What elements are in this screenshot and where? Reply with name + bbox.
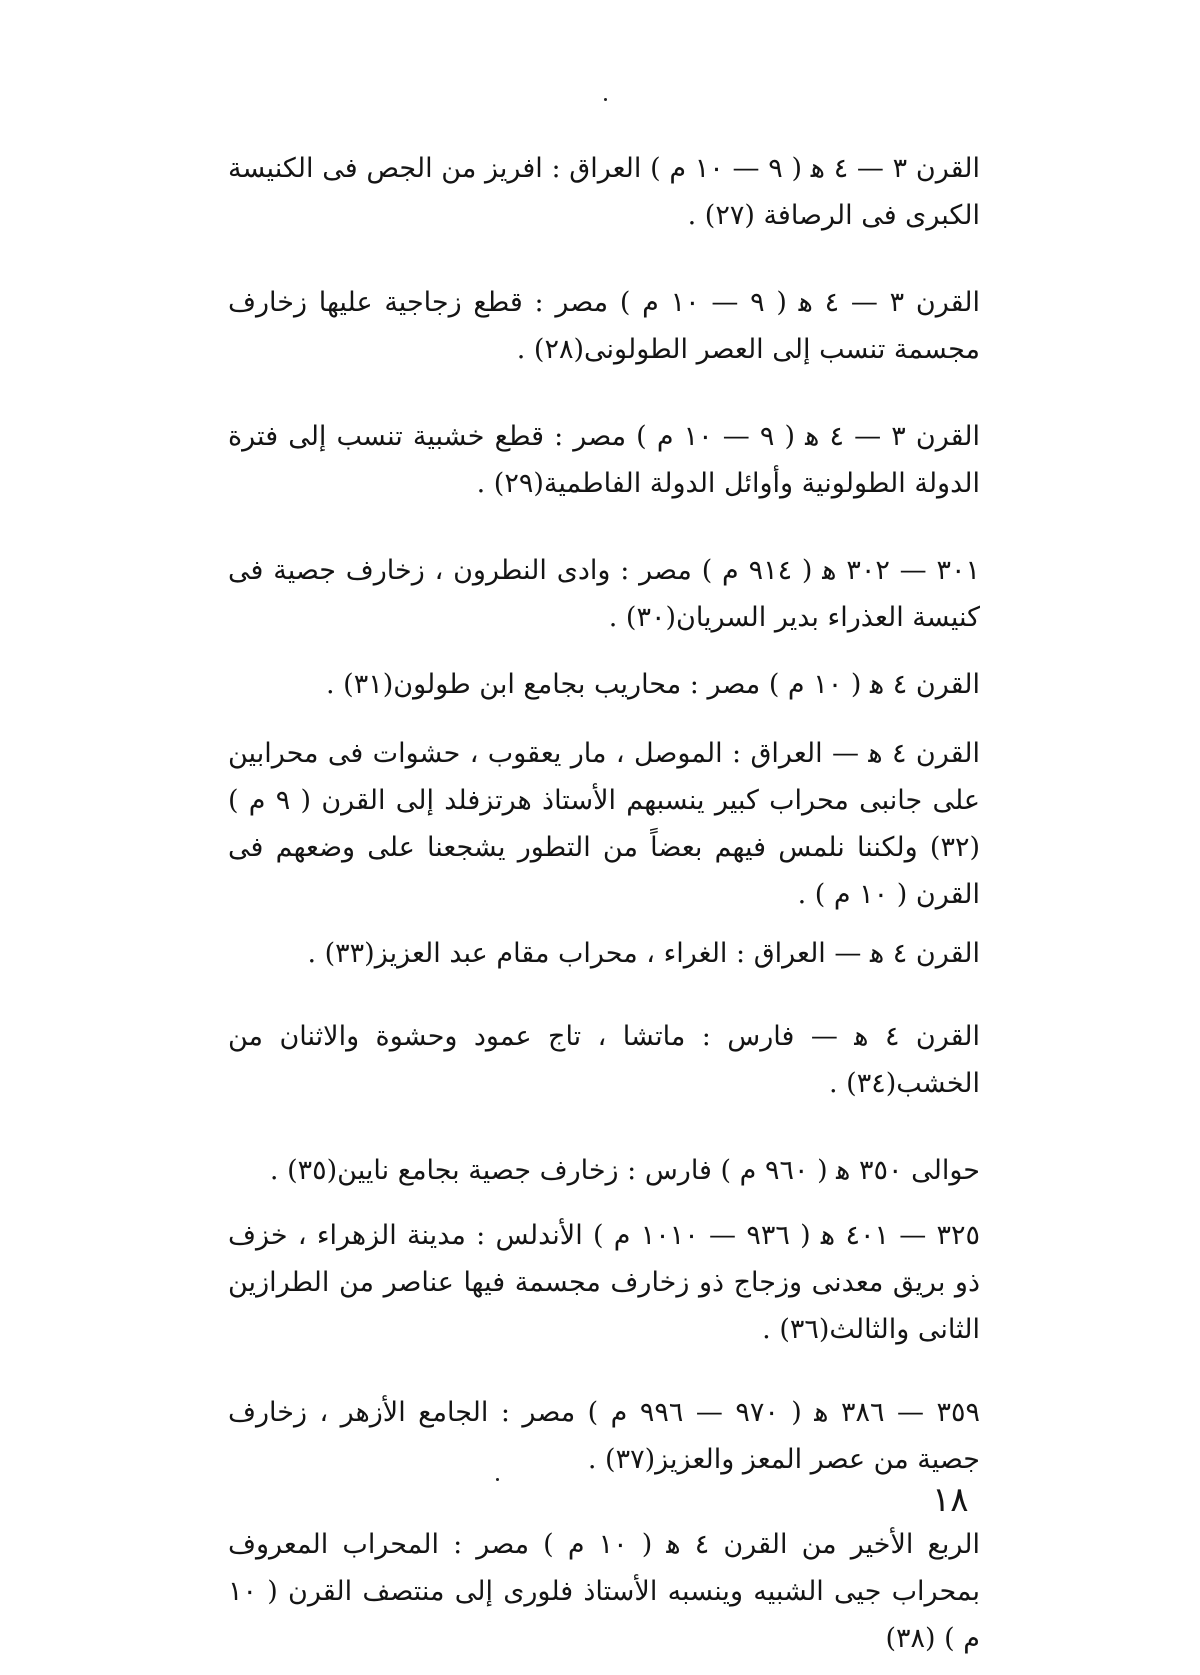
chronology-entry: ٣٢٥ — ٤٠١ ﻫ ( ٩٣٦ — ١٠١٠ م ) الأندلس : مدينة الزهراء ، خزف ذو بريق معدنى وزجاج ذو زخارف مجسمة فيها عناصر من الطرازين الثانى والثالث(٣٦) . bbox=[228, 1220, 981, 1345]
page-number: ١٨ bbox=[932, 1480, 969, 1520]
chronology-entry: ٣٥٩ — ٣٨٦ ﻫ ( ٩٧٠ — ٩٩٦ م ) مصر : الجامع الأزهر ، زخارف جصية من عصر المعز والعزيز(٣٧) . bbox=[228, 1397, 980, 1475]
chronology-entry: حوالى ٣٥٠ ﻫ ( ٩٦٠ م ) فارس : زخارف جصية بجامع نايين(٣٥) . bbox=[269, 1155, 980, 1186]
chronology-entry: القرن ٤ ﻫ — العراق : الغراء ، محراب مقام عبد العزيز(٣٣) . bbox=[307, 938, 980, 969]
chronology-entry: القرن ٣ — ٤ ﻫ ( ٩ — ١٠ م ) مصر : قطع زجاجية عليها زخارف مجسمة تنسب إلى العصر الطولونى(٢٨) . bbox=[228, 287, 980, 365]
chronology-entry: القرن ٣ — ٤ ﻫ ( ٩ — ١٠ م ) العراق : افريز من الجص فى الكنيسة الكبرى فى الرصافة (٢٧) . bbox=[228, 153, 980, 231]
chronology-entry: الربع الأخير من القرن ٤ ﻫ ( ١٠ م ) مصر : المحراب المعروف بمحراب جيى الشبيه وينسبه الأستاذ فلورى إلى منتصف القرن ( ١٠ م ) (٣٨) bbox=[228, 1529, 980, 1654]
print-speck bbox=[604, 98, 607, 101]
chronology-entry: القرن ٤ ﻫ — العراق : الموصل ، مار يعقوب ، حشوات فى محرابين على جانبى محراب كبير ينسبهم الأستاذ هرتزفلد إلى القرن ( ٩ م ) (٣٢) ولكننا نلمس فيهم بعضاً من التطور يشجعنا على وضعهم فى القرن ( ١٠ م ) . bbox=[228, 738, 980, 910]
chronology-entry: القرن ٤ ﻫ — فارس : ماتشا ، تاج عمود وحشوة والاثنان من الخشب(٣٤) . bbox=[228, 1021, 981, 1099]
chronology-entry: القرن ٣ — ٤ ﻫ ( ٩ — ١٠ م ) مصر : قطع خشبية تنسب إلى فترة الدولة الطولونية وأوائل الدولة الفاطمية(٢٩) . bbox=[228, 421, 980, 499]
chronology-entry: ٣٠١ — ٣٠٢ ﻫ ( ٩١٤ م ) مصر : وادى النطرون ، زخارف جصية فى كنيسة العذراء بدير السريان(٣٠) . bbox=[228, 555, 980, 633]
chronology-list bbox=[228, 145, 980, 1662]
chronology-entry: القرن ٤ ﻫ ( ١٠ م ) مصر : محاريب بجامع ابن طولون(٣١) . bbox=[326, 669, 980, 700]
